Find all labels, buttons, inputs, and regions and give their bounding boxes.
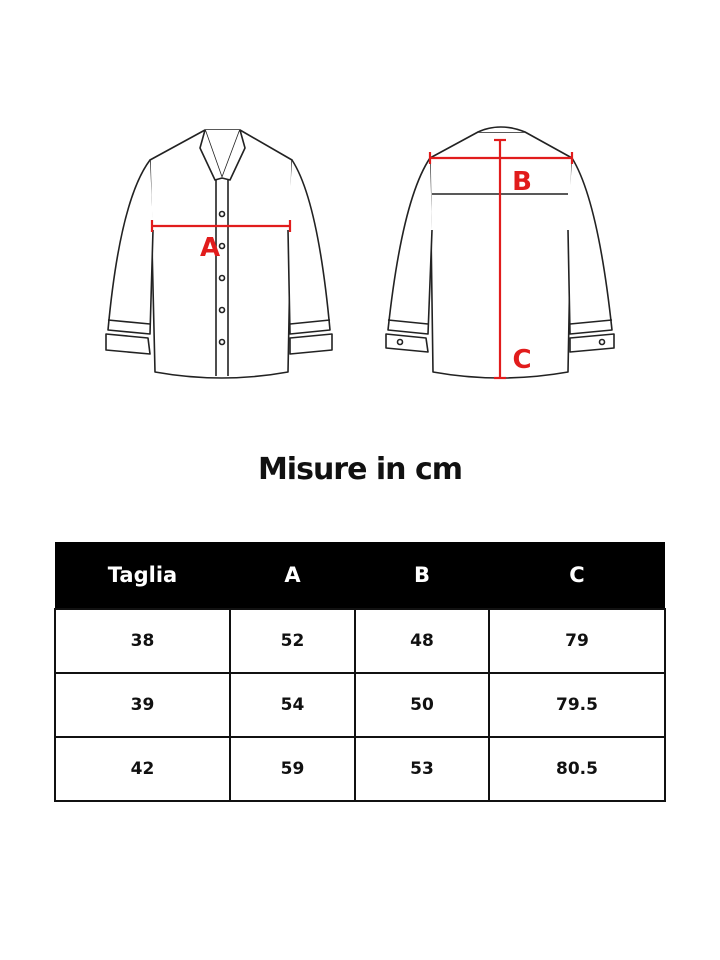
header-c: C — [489, 542, 665, 609]
table-row — [55, 609, 665, 673]
cell-a: 52 — [230, 609, 355, 673]
measure-b-label: B — [512, 167, 532, 197]
table-header-row — [55, 542, 665, 609]
page-title: Misure in cm — [257, 452, 463, 487]
cell-size: 42 — [55, 737, 230, 801]
measure-a-label: A — [199, 233, 221, 263]
cell-c: 79 — [489, 609, 665, 673]
size-table — [54, 542, 666, 802]
cell-c: 79.5 — [489, 673, 665, 737]
cell-b: 50 — [355, 673, 489, 737]
measure-c-label: C — [512, 345, 532, 375]
cell-c: 80.5 — [489, 737, 665, 801]
cell-b: 53 — [355, 737, 489, 801]
header-taglia: Taglia — [55, 542, 230, 609]
header-b: B — [355, 542, 489, 609]
header-a: A — [230, 542, 355, 609]
cell-size: 39 — [55, 673, 230, 737]
cell-size: 38 — [55, 609, 230, 673]
shirt-diagram — [0, 0, 720, 400]
cell-a: 59 — [230, 737, 355, 801]
table-row — [55, 737, 665, 801]
cell-b: 48 — [355, 609, 489, 673]
table-row — [55, 673, 665, 737]
cell-a: 54 — [230, 673, 355, 737]
